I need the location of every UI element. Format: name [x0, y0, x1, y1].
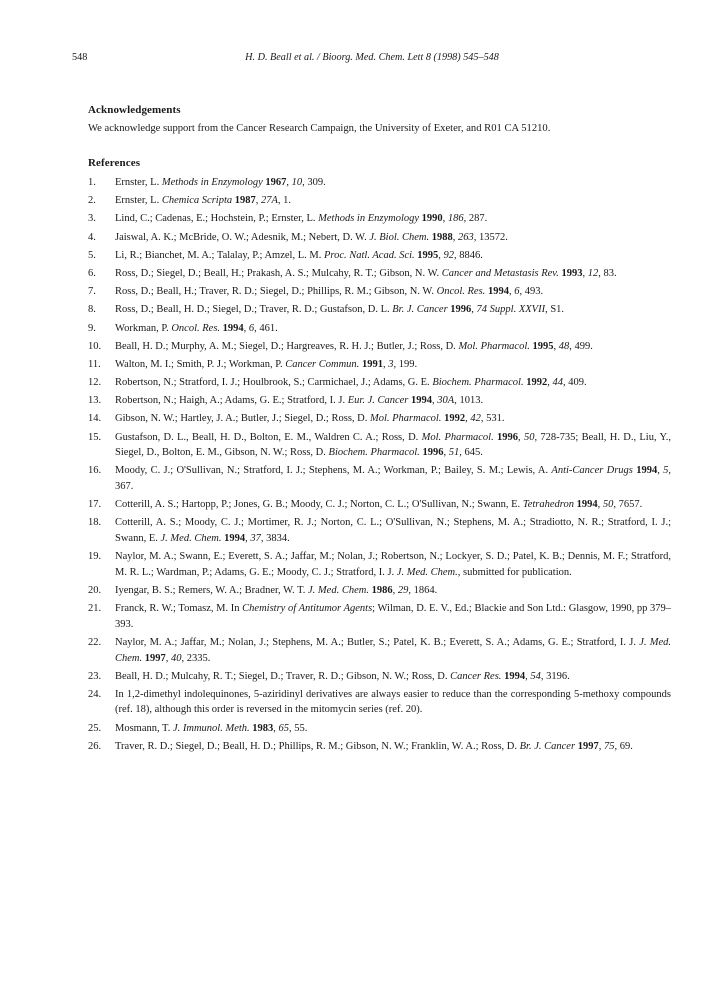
reference-text	[115, 669, 671, 685]
reference-text	[115, 687, 671, 718]
reference-segment: , 3196.	[540, 670, 570, 682]
reference-year: 1994	[576, 499, 598, 511]
reference-number: 7.	[88, 286, 96, 298]
reference-italic-segment: Tetrahedron	[522, 499, 577, 511]
reference-italic-segment: 27A	[260, 195, 278, 207]
reference-item	[0, 549, 711, 580]
reference-segment: , 309.	[302, 177, 326, 188]
reference-segment: ,	[273, 722, 279, 734]
reference-segment: ,	[525, 670, 531, 682]
reference-year: 1994	[224, 532, 246, 544]
reference-segment: , submitted for publication.	[457, 566, 572, 578]
reference-item	[0, 321, 711, 337]
reference-italic-segment: Oncol. Res.	[171, 322, 223, 334]
reference-segment: Li, R.; Bianchet, M. A.; Talalay, P.; Amzel, L. M.	[115, 249, 324, 261]
reference-segment: Ernster, L.	[115, 177, 162, 188]
reference-segment: ,	[547, 377, 553, 389]
reference-year: 1983	[252, 722, 274, 734]
reference-item	[0, 601, 711, 632]
reference-segment: ,	[657, 465, 664, 477]
reference-text	[115, 739, 671, 755]
reference-number: 8.	[88, 304, 96, 316]
reference-italic-segment: 40	[171, 652, 182, 664]
reference-year: 1987	[234, 195, 256, 207]
reference-segment: , 409.	[562, 377, 587, 389]
reference-number: 14.	[88, 413, 102, 425]
reference-italic-segment: 48	[558, 340, 570, 352]
reference-number: 19.	[88, 551, 102, 563]
reference-segment: Ross, D.; Beall, H. D.; Siegel, D.; Traver, R. D.; Gustafson, D. L.	[115, 304, 393, 316]
reference-item	[0, 721, 711, 737]
reference-segment: Robertson, N.; Stratford, I. J.; Houlbrook, S.; Carmichael, J.; Adams, G. E.	[115, 377, 433, 389]
reference-item	[0, 463, 711, 494]
reference-number: 13.	[88, 395, 102, 407]
reference-number: 11.	[88, 358, 101, 370]
reference-text	[115, 248, 671, 264]
reference-year: 1990	[421, 213, 443, 225]
reference-text	[115, 193, 671, 209]
reference-segment: Franck, R. W.; Tomasz, M. In	[115, 603, 243, 615]
reference-text	[115, 230, 671, 246]
reference-segment: , 287.	[463, 213, 488, 225]
reference-text	[115, 284, 671, 300]
reference-italic-segment: Methods in Enzymology	[161, 177, 266, 188]
reference-item	[0, 339, 711, 355]
reference-text	[115, 175, 671, 191]
reference-item	[0, 669, 711, 685]
reference-item	[0, 248, 711, 264]
reference-italic-segment: J. Med. Chem.	[308, 584, 372, 596]
reference-year: 1995	[532, 340, 554, 352]
reference-segment: Gibson, N. W.; Hartley, J. A.; Butler, J.; Siegel, D.; Ross, D.	[115, 413, 370, 425]
reference-italic-segment: Br. J. Cancer	[392, 304, 451, 316]
reference-text	[115, 583, 671, 599]
reference-year: 1988	[431, 231, 453, 243]
reference-italic-segment: J. Immunol. Meth.	[172, 722, 253, 734]
reference-italic-segment: 92	[443, 249, 455, 261]
reference-italic-segment: Eur. J. Cancer	[347, 395, 412, 407]
reference-italic-segment: Cancer and Metastasis Rev.	[441, 267, 562, 279]
reference-italic-segment: 54	[530, 670, 541, 682]
reference-item	[0, 583, 711, 599]
reference-segment: ,	[438, 249, 444, 261]
reference-italic-segment: 42	[470, 413, 481, 425]
reference-segment: Walton, M. I.; Smith, P. J.; Workman, P.	[115, 358, 286, 370]
reference-italic-segment: 186	[447, 213, 464, 225]
reference-number: 18.	[88, 517, 102, 529]
reference-item	[0, 687, 711, 718]
reference-text	[115, 430, 671, 461]
reference-text	[115, 321, 671, 337]
reference-segment: , 1864.	[408, 584, 438, 596]
reference-segment: Workman, P.	[115, 322, 172, 334]
reference-italic-segment: 6	[248, 322, 255, 334]
reference-year: 1997	[577, 740, 599, 752]
reference-italic-segment: Mol. Pharmacol.	[458, 340, 533, 352]
reference-italic-segment: 65	[278, 722, 290, 734]
reference-year: 1994	[411, 395, 433, 407]
reference-item	[0, 284, 711, 300]
reference-italic-segment: J. Med. Chem.	[115, 636, 671, 664]
running-head: H. D. Beall et al. / Bioorg. Med. Chem. Lett 8 (1998) 545–548	[245, 52, 499, 63]
reference-year: 1996	[422, 447, 444, 459]
reference-italic-segment: 44	[552, 377, 563, 389]
reference-italic-segment: Mol. Pharmacol.	[421, 431, 498, 443]
reference-number: 23.	[88, 670, 102, 682]
reference-segment: ,	[382, 358, 389, 370]
reference-italic-segment: Br. J. Cancer	[519, 740, 578, 752]
reference-number: 15.	[88, 431, 102, 443]
reference-segment: , 199.	[393, 358, 418, 370]
references-heading: References	[88, 157, 141, 169]
reference-segment: ,	[255, 195, 261, 207]
reference-segment: ,	[452, 231, 458, 243]
reference-italic-segment: J. Med. Chem.	[396, 566, 458, 578]
reference-number: 3.	[88, 213, 96, 225]
reference-item	[0, 739, 711, 755]
reference-list	[0, 175, 711, 757]
reference-segment: , 493.	[519, 286, 544, 298]
reference-segment: Ross, D.; Beall, H.; Traver, R. D.; Siegel, D.; Phillips, R. M.; Gibson, N. W.	[115, 286, 437, 298]
reference-year: 1995	[417, 249, 439, 261]
reference-italic-segment: 75	[603, 740, 615, 752]
reference-year: 1993	[561, 267, 583, 279]
reference-number: 24.	[88, 688, 102, 700]
reference-italic-segment: Biochem. Pharmacol.	[432, 377, 527, 389]
reference-segment: , 1.	[277, 195, 292, 207]
reference-segment: ,	[465, 413, 471, 425]
reference-italic-segment: 10	[291, 177, 303, 188]
reference-segment: ,	[392, 584, 398, 596]
reference-segment: Robertson, N.; Haigh, A.; Adams, G. E.; Stratford, I. J.	[115, 395, 348, 407]
reference-segment: ,	[597, 499, 603, 511]
reference-year: 1996	[450, 304, 472, 316]
reference-italic-segment: 30A	[437, 395, 455, 407]
reference-year: 1994	[222, 322, 244, 334]
reference-segment: , 8846.	[454, 249, 483, 261]
reference-year: 1994	[487, 286, 509, 298]
reference-segment: In 1,2-dimethyl indolequinones, 5-aziridinyl derivatives are always easier to reduce than the corresponding 5-methoxy compounds (ref. 18), although this order is reversed in the mitomycin series (ref. 20).	[115, 688, 671, 716]
reference-segment: , 69.	[614, 740, 633, 752]
reference-year: 1994	[504, 670, 526, 682]
reference-segment: ,	[442, 213, 448, 225]
reference-segment: Iyengar, B. S.; Remers, W. A.; Bradner, W. T.	[115, 584, 309, 596]
reference-italic-segment: 29	[397, 584, 409, 596]
reference-year: 1992	[526, 377, 548, 389]
reference-year: 1991	[361, 358, 383, 370]
reference-italic-segment: 37	[250, 532, 261, 544]
reference-segment: ,	[518, 431, 524, 443]
reference-segment: ,	[243, 322, 249, 334]
reference-italic-segment: Oncol. Res.	[436, 286, 488, 298]
reference-italic-segment: 50	[523, 431, 535, 443]
reference-item	[0, 430, 711, 461]
reference-number: 1.	[88, 177, 96, 188]
reference-segment: , 1013.	[454, 395, 484, 407]
reference-text	[115, 463, 671, 494]
reference-segment: Naylor, M. A.; Swann, E.; Everett, S. A.; Jaffar, M.; Nolan, J.; Robertson, N.; Lockyer, S. D.; Patel, K. B.; Dennis, M. F.; Stratford, M. R. L.; Wardman, P.; Adams, G. E.; Moody, C. J.; Stratford, I. J.	[115, 551, 671, 578]
reference-item	[0, 211, 711, 227]
reference-year: 1992	[444, 413, 466, 425]
reference-text	[115, 266, 671, 282]
reference-number: 20.	[88, 584, 102, 596]
reference-number: 26.	[88, 740, 102, 752]
reference-text	[115, 393, 671, 409]
reference-segment: Mosmann, T.	[115, 722, 173, 734]
reference-italic-segment: Cancer Res.	[450, 670, 505, 682]
reference-italic-segment: J. Med. Chem.	[160, 532, 225, 544]
reference-segment: Lind, C.; Cadenas, E.; Hochstein, P.; Ernster, L.	[115, 213, 319, 225]
reference-italic-segment: 5	[663, 465, 669, 477]
reference-item	[0, 393, 711, 409]
reference-text	[115, 721, 671, 737]
reference-segment: ,	[165, 652, 171, 664]
reference-year: 1996	[497, 431, 519, 443]
page-header	[72, 52, 672, 68]
reference-segment: Naylor, M. A.; Jaffar, M.; Nolan, J.; Stephens, M. A.; Butler, S.; Patel, K. B.; Everett, S. A.; Adams, G. E.; Stratford, I. J.	[115, 636, 640, 648]
reference-number: 10.	[88, 340, 102, 352]
reference-segment: ; Wilman, D. E. V., Ed.; Blackie and Son Ltd.: Glasgow, 1990, pp 379–393.	[115, 603, 671, 630]
reference-item	[0, 230, 711, 246]
acknowledgements-heading: Acknowledgements	[88, 104, 181, 116]
reference-segment: ,	[245, 532, 251, 544]
reference-number: 2.	[88, 195, 96, 207]
reference-italic-segment: Proc. Natl. Acad. Sci.	[323, 249, 418, 261]
reference-number: 6.	[88, 267, 96, 279]
reference-year: 1986	[371, 584, 393, 596]
reference-item	[0, 357, 711, 373]
reference-italic-segment: 74 Suppl. XXVII	[476, 304, 546, 316]
reference-italic-segment: 50	[602, 499, 614, 511]
reference-text	[115, 375, 671, 391]
reference-italic-segment: Chemica Scripta	[161, 195, 235, 207]
reference-segment: , 83.	[598, 267, 617, 279]
reference-italic-segment: 51	[448, 447, 460, 459]
reference-segment: , 367.	[115, 465, 671, 492]
reference-segment: , 55.	[289, 722, 308, 734]
reference-item	[0, 266, 711, 282]
reference-text	[115, 549, 671, 580]
reference-segment: , 3834.	[260, 532, 290, 544]
reference-text	[115, 635, 671, 666]
reference-italic-segment: 6	[514, 286, 520, 298]
reference-number: 25.	[88, 722, 102, 734]
reference-italic-segment: Mol. Pharmacol.	[369, 413, 445, 425]
reference-segment: Gustafson, D. L., Beall, H. D., Bolton, E. M., Waldren C. A.; Ross, D.	[115, 431, 422, 443]
reference-italic-segment: Methods in Enzymology	[318, 213, 422, 225]
reference-segment: ,	[471, 304, 477, 316]
reference-number: 17.	[88, 499, 102, 511]
reference-item	[0, 411, 711, 427]
reference-segment: , 461.	[254, 322, 278, 334]
reference-segment: Ernster, L.	[115, 195, 162, 207]
reference-italic-segment: Cancer Commun.	[285, 358, 362, 370]
reference-year: 1997	[144, 652, 166, 664]
reference-italic-segment: 3	[388, 358, 394, 370]
reference-item	[0, 175, 711, 191]
reference-segment: Beall, H. D.; Murphy, A. M.; Siegel, D.; Hargreaves, R. H. J.; Butler, J.; Ross, D.	[115, 340, 459, 352]
reference-segment: , 7657.	[613, 499, 643, 511]
reference-number: 5.	[88, 249, 96, 261]
page-number: 548	[72, 52, 88, 63]
reference-segment: ,	[286, 177, 292, 188]
reference-text	[115, 411, 671, 427]
reference-text	[115, 302, 671, 318]
reference-italic-segment: J. Biol. Chem.	[369, 231, 432, 243]
reference-segment: Cotterill, A. S.; Hartopp, P.; Jones, G. B.; Moody, C. J.; Norton, C. L.; O'Sullivan, N.; Swann, E.	[115, 499, 523, 511]
reference-segment: ,	[508, 286, 515, 298]
reference-italic-segment: 12	[587, 267, 599, 279]
reference-italic-segment: Chemistry of Antitumor Agents	[242, 603, 373, 615]
reference-segment: ,	[443, 447, 449, 459]
reference-year: 1994	[636, 465, 658, 477]
reference-text	[115, 339, 671, 355]
reference-segment: , 499.	[569, 340, 593, 352]
reference-italic-segment: Biochem. Pharmacol.	[328, 447, 423, 459]
reference-italic-segment: 263	[457, 231, 474, 243]
reference-segment: , 531.	[480, 413, 505, 425]
reference-item	[0, 635, 711, 666]
reference-item	[0, 497, 711, 513]
reference-segment: Ross, D.; Siegel, D.; Beall, H.; Prakash, A. S.; Mulcahy, R. T.; Gibson, N. W.	[115, 267, 442, 279]
reference-text	[115, 601, 671, 632]
reference-number: 12.	[88, 377, 102, 389]
reference-number: 4.	[88, 231, 96, 243]
reference-item	[0, 302, 711, 318]
reference-segment: ,	[432, 395, 438, 407]
reference-segment: Jaiswal, A. K.; McBride, O. W.; Adesnik, M.; Nebert, D. W.	[115, 231, 370, 243]
reference-number: 16.	[88, 465, 102, 477]
reference-segment: Traver, R. D.; Siegel, D.; Beall, H. D.; Phillips, R. M.; Gibson, N. W.; Franklin, W. A.; Ross, D.	[115, 740, 520, 752]
reference-item	[0, 375, 711, 391]
reference-segment: , 645.	[459, 447, 483, 459]
reference-segment: ,	[582, 267, 588, 279]
reference-segment: , 13572.	[473, 231, 508, 243]
reference-segment: ,	[553, 340, 559, 352]
reference-year: 1967	[265, 177, 287, 188]
reference-segment: ,	[598, 740, 604, 752]
reference-number: 22.	[88, 636, 102, 648]
reference-segment: Cotterill, A. S.; Moody, C. J.; Mortimer, R. J.; Norton, C. L.; O'Sullivan, N.; Stephens, M. A.; Stradiotto, N. R.; Stratford, I. J.; Swann, E.	[115, 517, 671, 544]
reference-segment: , S1.	[545, 304, 565, 316]
acknowledgements-text: We acknowledge support from the Cancer Research Campaign, the University of Exeter, and R01 CA 51210.	[88, 123, 551, 134]
reference-italic-segment: Anti-Cancer Drugs	[551, 465, 637, 477]
reference-text	[115, 497, 671, 513]
reference-segment: , 728-735; Beall, H. D., Liu, Y., Siegel, D., Bolton, E. M., Gibson, N. W.; Ross, D.	[115, 431, 671, 459]
reference-segment: , 2335.	[181, 652, 211, 664]
reference-text	[115, 211, 671, 227]
reference-segment: Moody, C. J.; O'Sullivan, N.; Stratford, I. J.; Stephens, M. A.; Workman, P.; Bailey, S. M.; Lewis, A.	[115, 465, 552, 477]
reference-text	[115, 515, 671, 546]
reference-item	[0, 515, 711, 546]
reference-text	[115, 357, 671, 373]
reference-item	[0, 193, 711, 209]
reference-segment: Beall, H. D.; Mulcahy, R. T.; Siegel, D.; Traver, R. D.; Gibson, N. W.; Ross, D.	[115, 670, 451, 682]
reference-number: 21.	[88, 603, 102, 615]
reference-number: 9.	[88, 322, 96, 334]
